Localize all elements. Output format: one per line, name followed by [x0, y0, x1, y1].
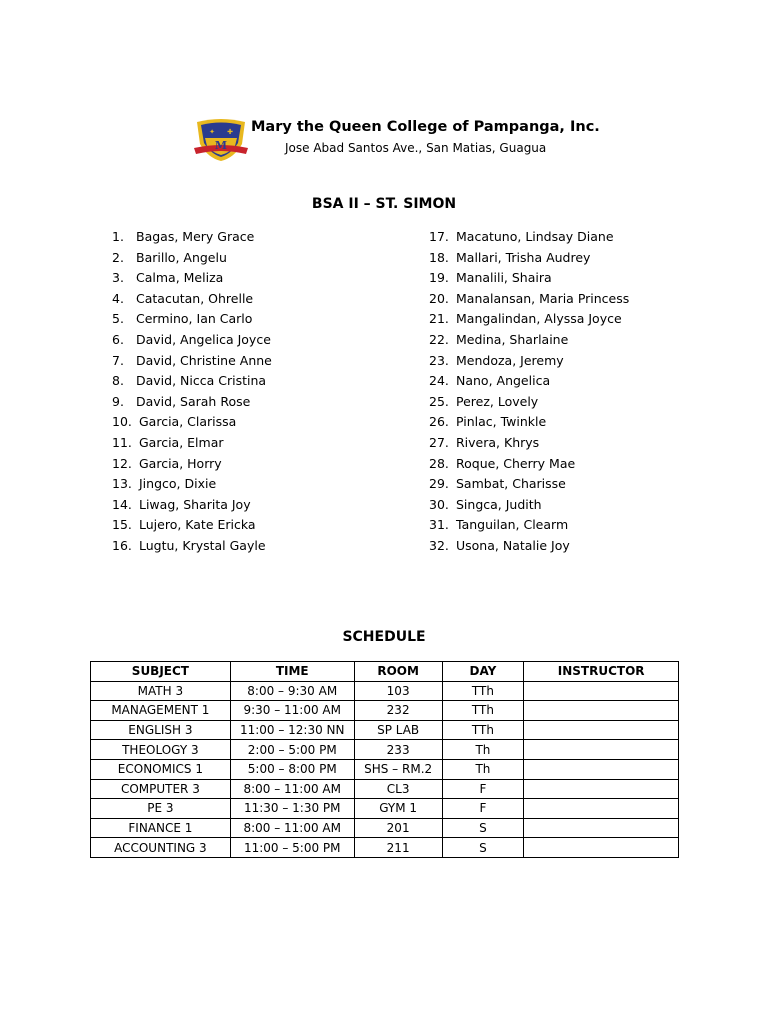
student-item: 30. Singca, Judith [429, 496, 542, 512]
student-list-right [429, 229, 629, 559]
cell-day: S [442, 818, 524, 838]
cell-time: 11:00 – 5:00 PM [230, 838, 354, 858]
table-row [91, 838, 679, 858]
school-crest-icon [194, 116, 248, 162]
school-name: Mary the Queen College of Pampanga, Inc. [251, 119, 600, 135]
student-item: 18. Mallari, Trisha Audrey [429, 249, 591, 265]
cell-day: TTh [442, 681, 524, 701]
cell-room: 211 [354, 838, 442, 858]
student-item: 9. David, Sarah Rose [112, 393, 251, 409]
cell-subject: MANAGEMENT 1 [91, 701, 231, 721]
cell-room: 103 [354, 681, 442, 701]
student-item: 19. Manalili, Shaira [429, 270, 552, 286]
cell-instructor [524, 720, 679, 740]
student-item: 31. Tanguilan, Clearm [429, 517, 569, 533]
cell-subject: ACCOUNTING 3 [91, 838, 231, 858]
header-time: TIME [230, 662, 354, 682]
cell-time: 2:00 – 5:00 PM [230, 740, 354, 760]
cell-subject: THEOLOGY 3 [91, 740, 231, 760]
table-row [91, 799, 679, 819]
cell-instructor [524, 701, 679, 721]
cell-room: SHS – RM.2 [354, 759, 442, 779]
cell-subject: MATH 3 [91, 681, 231, 701]
cell-subject: PE 3 [91, 799, 231, 819]
student-list-left [112, 229, 272, 559]
school-address: Jose Abad Santos Ave., San Matias, Guagua [285, 141, 547, 155]
cell-day: S [442, 838, 524, 858]
header-subject: SUBJECT [91, 662, 231, 682]
cell-instructor [524, 740, 679, 760]
table-row [91, 740, 679, 760]
cell-subject: ENGLISH 3 [91, 720, 231, 740]
cell-room: CL3 [354, 779, 442, 799]
student-item: 2. Barillo, Angelu [112, 249, 227, 265]
student-item: 26. Pinlac, Twinkle [429, 414, 547, 430]
cell-subject: ECONOMICS 1 [91, 759, 231, 779]
cell-instructor [524, 779, 679, 799]
table-row [91, 681, 679, 701]
student-item: 16. Lugtu, Krystal Gayle [112, 537, 266, 553]
table-row [91, 779, 679, 799]
table-row [91, 720, 679, 740]
student-item: 3. Calma, Meliza [112, 270, 224, 286]
cell-room: 233 [354, 740, 442, 760]
cell-instructor [524, 838, 679, 858]
student-item: 32. Usona, Natalie Joy [429, 537, 570, 553]
table-header-row [91, 662, 679, 682]
document-header [0, 114, 768, 164]
student-item: 24. Nano, Angelica [429, 373, 551, 389]
student-item: 10. Garcia, Clarissa [112, 414, 237, 430]
student-item: 1. Bagas, Mery Grace [112, 229, 255, 244]
cell-day: F [442, 799, 524, 819]
cell-instructor [524, 681, 679, 701]
student-item: 12. Garcia, Horry [112, 455, 222, 471]
student-item: 23. Mendoza, Jeremy [429, 352, 564, 368]
student-item: 14. Liwag, Sharita Joy [112, 496, 251, 512]
cell-time: 8:00 – 11:00 AM [230, 818, 354, 838]
student-item: 13. Jingco, Dixie [112, 476, 217, 492]
student-item: 6. David, Angelica Joyce [112, 331, 271, 347]
cell-day: Th [442, 759, 524, 779]
student-item: 15. Lujero, Kate Ericka [112, 517, 256, 533]
cell-instructor [524, 799, 679, 819]
cell-time: 9:30 – 11:00 AM [230, 701, 354, 721]
table-row [91, 759, 679, 779]
student-item: 21. Mangalindan, Alyssa Joyce [429, 311, 622, 327]
student-item: 11. Garcia, Elmar [112, 434, 224, 450]
cell-room: 232 [354, 701, 442, 721]
student-item: 4. Catacutan, Ohrelle [112, 290, 254, 306]
student-item: 25. Perez, Lovely [429, 393, 539, 409]
svg-text:✚: ✚ [227, 128, 233, 136]
cell-day: TTh [442, 701, 524, 721]
schedule-title: SCHEDULE [342, 629, 426, 645]
cell-time: 8:00 – 11:00 AM [230, 779, 354, 799]
cell-instructor [524, 759, 679, 779]
header-instructor: INSTRUCTOR [524, 662, 679, 682]
cell-room: GYM 1 [354, 799, 442, 819]
cell-time: 11:30 – 1:30 PM [230, 799, 354, 819]
student-item: 17. Macatuno, Lindsay Diane [429, 229, 614, 244]
student-item: 20. Manalansan, Maria Princess [429, 290, 630, 306]
student-item: 27. Rivera, Khrys [429, 434, 540, 450]
student-item: 22. Medina, Sharlaine [429, 331, 569, 347]
crest-letter: M [214, 139, 228, 152]
cell-room: SP LAB [354, 720, 442, 740]
cell-day: Th [442, 740, 524, 760]
svg-text:✦: ✦ [209, 128, 215, 136]
cell-day: TTh [442, 720, 524, 740]
student-item: 8. David, Nicca Cristina [112, 373, 267, 389]
student-item: 5. Cermino, Ian Carlo [112, 311, 253, 327]
student-item: 7. David, Christine Anne [112, 352, 272, 368]
schedule-table [90, 661, 679, 858]
cell-time: 11:00 – 12:30 NN [230, 720, 354, 740]
cell-room: 201 [354, 818, 442, 838]
cell-day: F [442, 779, 524, 799]
cell-time: 8:00 – 9:30 AM [230, 681, 354, 701]
cell-subject: COMPUTER 3 [91, 779, 231, 799]
header-room: ROOM [354, 662, 442, 682]
class-title: BSA II – ST. SIMON [311, 196, 457, 212]
student-item: 29. Sambat, Charisse [429, 476, 566, 492]
cell-subject: FINANCE 1 [91, 818, 231, 838]
cell-time: 5:00 – 8:00 PM [230, 759, 354, 779]
header-day: DAY [442, 662, 524, 682]
table-row [91, 818, 679, 838]
student-item: 28. Roque, Cherry Mae [429, 455, 576, 471]
cell-instructor [524, 818, 679, 838]
table-row [91, 701, 679, 721]
